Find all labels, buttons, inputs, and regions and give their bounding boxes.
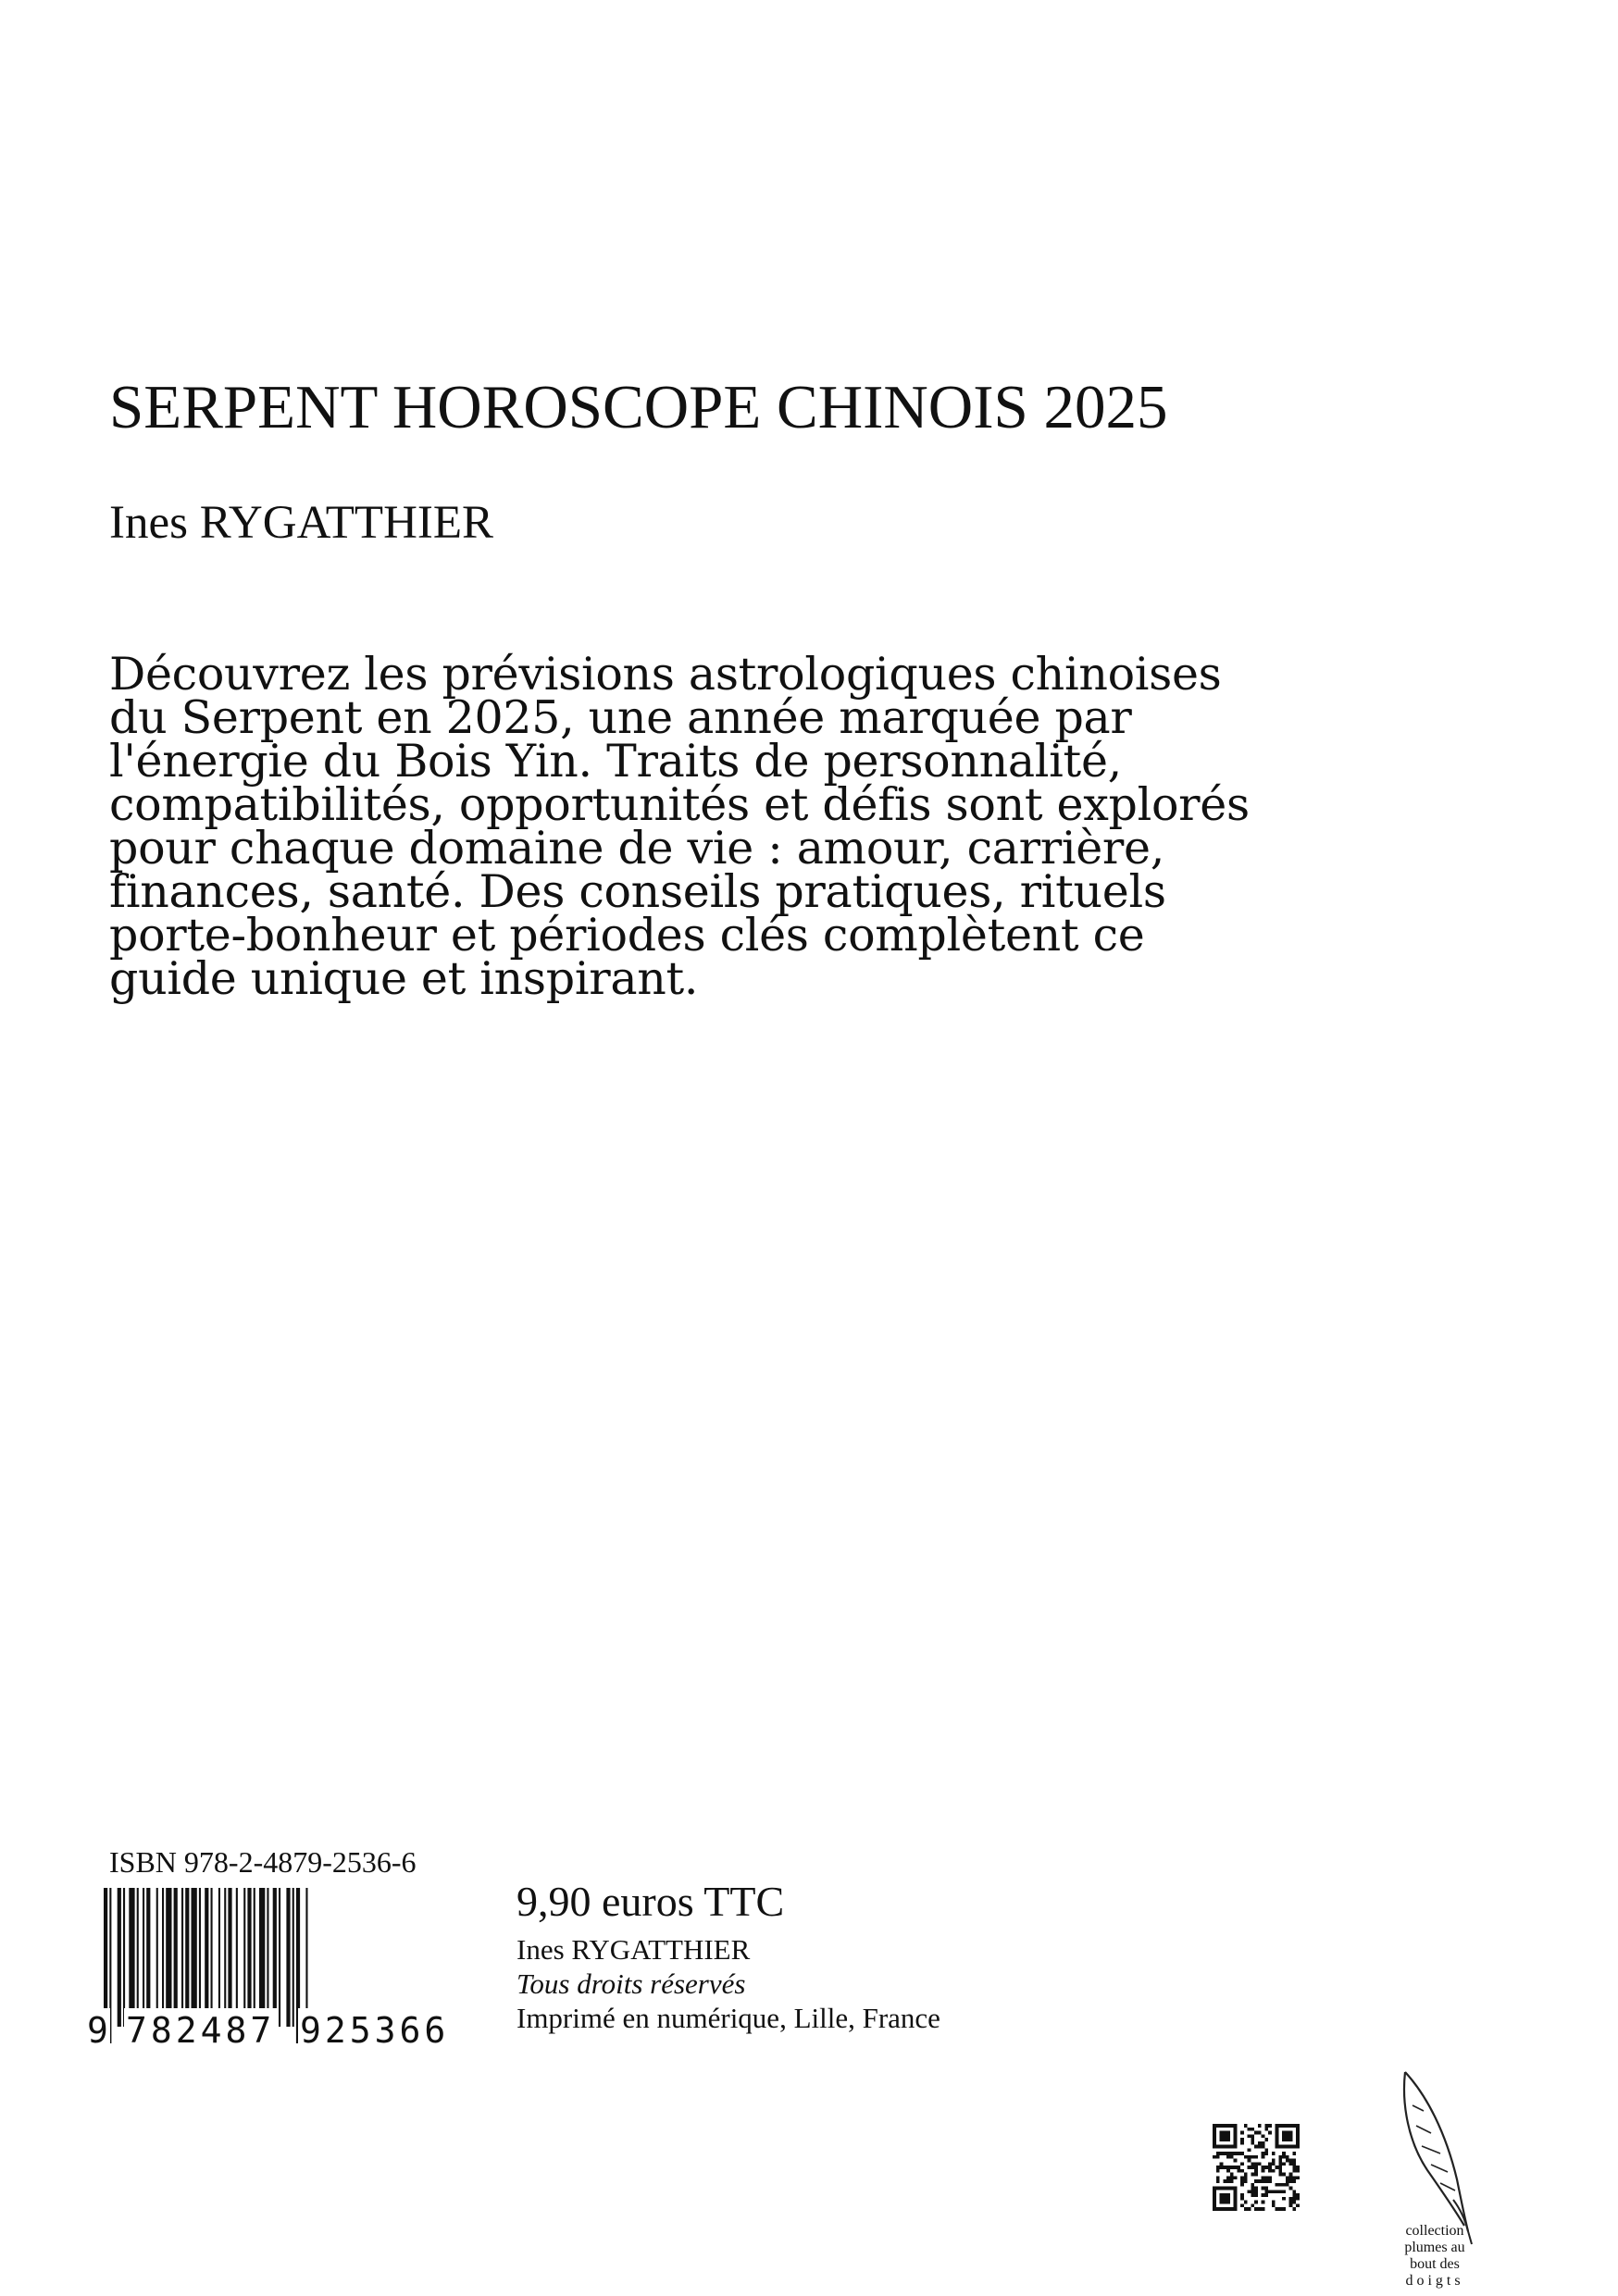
qr-module xyxy=(1276,2207,1279,2211)
qr-module xyxy=(1244,2173,1248,2177)
qr-module xyxy=(1248,2134,1251,2138)
barcode-bar xyxy=(247,1888,251,2027)
qr-module xyxy=(1248,2128,1251,2131)
qr-module xyxy=(1264,2128,1268,2131)
barcode-bar xyxy=(243,1888,245,2027)
qr-module xyxy=(1226,2179,1230,2183)
qr-module xyxy=(1251,2193,1254,2197)
barcode-bar xyxy=(166,1888,171,2027)
qr-module xyxy=(1234,2176,1238,2179)
qr-module xyxy=(1296,2169,1300,2173)
barcode-digits xyxy=(85,2008,455,2053)
qr-module xyxy=(1220,2166,1224,2169)
qr-module xyxy=(1216,2169,1220,2173)
qr-module xyxy=(1292,2190,1296,2193)
collection-line: collection xyxy=(1405,2223,1464,2239)
qr-module xyxy=(1286,2176,1289,2179)
barcode-bar xyxy=(267,1888,268,2027)
qr-module xyxy=(1292,2193,1296,2197)
qr-module xyxy=(1292,2176,1296,2179)
qr-module xyxy=(1240,2193,1244,2197)
qr-module xyxy=(1262,2169,1265,2173)
qr-module xyxy=(1264,2193,1268,2197)
barcode-bar xyxy=(224,1888,226,2027)
qr-module xyxy=(1254,2193,1258,2197)
qr-module xyxy=(1268,2179,1272,2183)
barcode-bar xyxy=(218,1888,220,2027)
imprint-printed: Imprimé en numérique, Lille, France xyxy=(517,2002,940,2034)
qr-module xyxy=(1240,2141,1244,2145)
qr-module xyxy=(1278,2166,1282,2169)
barcode-bar xyxy=(162,1888,164,2027)
qr-module xyxy=(1234,2159,1238,2163)
qr-module xyxy=(1240,2131,1244,2135)
qr-module xyxy=(1240,2162,1244,2166)
qr-module xyxy=(1278,2190,1282,2193)
barcode-digits-left: 782487 xyxy=(126,2010,276,2051)
qr-module xyxy=(1278,2169,1282,2173)
qr-module xyxy=(1282,2162,1286,2166)
collection-line: bout des xyxy=(1410,2256,1460,2272)
qr-module xyxy=(1262,2141,1265,2145)
barcode-bar xyxy=(199,1888,201,2027)
qr-module xyxy=(1244,2124,1248,2128)
qr-module xyxy=(1289,2203,1293,2207)
qr-module xyxy=(1296,2176,1300,2179)
qr-module xyxy=(1262,2134,1265,2138)
qr-module xyxy=(1264,2138,1268,2141)
qr-module xyxy=(1289,2187,1293,2191)
qr-module xyxy=(1251,2190,1254,2193)
qr-module xyxy=(1264,2187,1268,2191)
barcode-bar xyxy=(143,1888,144,2027)
qr-module xyxy=(1237,2169,1240,2173)
qr-module xyxy=(1216,2176,1220,2179)
qr-module xyxy=(1272,2152,1276,2155)
qr-module xyxy=(1240,2197,1244,2201)
qr-module xyxy=(1282,2152,1286,2155)
qr-module xyxy=(1292,2166,1296,2169)
qr-module xyxy=(1292,2201,1296,2204)
qr-module xyxy=(1272,2162,1276,2166)
qr-module xyxy=(1226,2166,1230,2169)
qr-module xyxy=(1226,2169,1230,2173)
barcode-bar xyxy=(292,1888,294,2027)
qr-module xyxy=(1278,2155,1282,2159)
qr-module xyxy=(1282,2197,1286,2201)
qr-module xyxy=(1251,2187,1254,2191)
qr-module xyxy=(1237,2152,1240,2155)
qr-module xyxy=(1216,2166,1220,2169)
qr-module xyxy=(1276,2183,1279,2187)
qr-module xyxy=(1237,2166,1240,2169)
barcode-bar xyxy=(236,1888,238,2027)
qr-module xyxy=(1282,2131,1292,2141)
qr-module xyxy=(1258,2141,1262,2145)
imprint-author: Ines RYGATTHIER xyxy=(517,1933,751,1966)
qr-module xyxy=(1254,2173,1258,2177)
qr-module xyxy=(1262,2155,1265,2159)
qr-module xyxy=(1268,2124,1272,2128)
qr-module xyxy=(1272,2190,1276,2193)
qr-module xyxy=(1262,2201,1265,2204)
qr-module xyxy=(1286,2155,1289,2159)
qr-module xyxy=(1251,2141,1254,2145)
qr-module xyxy=(1264,2179,1268,2183)
qr-module xyxy=(1216,2155,1220,2159)
barcode-bar xyxy=(156,1888,158,2027)
qr-module xyxy=(1292,2197,1296,2201)
qr-module xyxy=(1282,2173,1286,2177)
imprint-block xyxy=(517,1932,940,2035)
qr-module xyxy=(1258,2162,1262,2166)
qr-module xyxy=(1268,2162,1272,2166)
qr-module xyxy=(1262,2187,1265,2191)
barcode-bar xyxy=(146,1888,150,2027)
qr-module xyxy=(1244,2176,1248,2179)
qr-module xyxy=(1248,2159,1251,2163)
qr-module xyxy=(1258,2179,1262,2183)
qr-module xyxy=(1278,2173,1282,2177)
qr-module xyxy=(1258,2145,1262,2149)
qr-module xyxy=(1272,2159,1276,2163)
qr-module xyxy=(1296,2203,1300,2207)
qr-module xyxy=(1230,2166,1234,2169)
barcode-digits-right: 925366 xyxy=(300,2010,450,2051)
qr-module xyxy=(1278,2162,1282,2166)
qr-module xyxy=(1251,2166,1254,2169)
qr-module xyxy=(1262,2166,1265,2169)
qr-module xyxy=(1251,2134,1254,2138)
qr-module xyxy=(1254,2166,1258,2169)
qr-module xyxy=(1244,2179,1248,2183)
qr-module xyxy=(1251,2138,1254,2141)
qr-module xyxy=(1248,2207,1251,2211)
barcode-bar xyxy=(181,1888,183,2027)
book-author: Ines RYGATTHIER xyxy=(109,497,494,549)
qr-module xyxy=(1262,2207,1265,2211)
collection-line: doigts xyxy=(1405,2273,1464,2289)
qr-module xyxy=(1289,2197,1293,2201)
qr-module xyxy=(1254,2131,1258,2135)
qr-module xyxy=(1272,2169,1276,2173)
qr-module xyxy=(1230,2176,1234,2179)
qr-module xyxy=(1296,2193,1300,2197)
qr-module xyxy=(1296,2197,1300,2201)
qr-module xyxy=(1240,2152,1244,2155)
qr-module xyxy=(1289,2162,1293,2166)
qr-module xyxy=(1220,2152,1224,2155)
qr-module xyxy=(1254,2201,1258,2204)
qr-module xyxy=(1262,2193,1265,2197)
qr-module xyxy=(1282,2155,1286,2159)
qr-module xyxy=(1244,2207,1248,2211)
qr-module xyxy=(1213,2155,1216,2159)
qr-module xyxy=(1262,2179,1265,2183)
barcode-bar xyxy=(123,1888,125,2027)
qr-module xyxy=(1282,2207,1286,2211)
qr-module xyxy=(1254,2169,1258,2173)
barcode-bar xyxy=(228,1888,231,2027)
qr-module xyxy=(1292,2159,1296,2163)
barcode-bar xyxy=(254,1888,255,2027)
qr-module xyxy=(1272,2201,1276,2204)
qr-module xyxy=(1251,2155,1254,2159)
qr-module xyxy=(1282,2183,1286,2187)
qr-module xyxy=(1226,2176,1230,2179)
qr-module xyxy=(1278,2183,1282,2187)
qr-module xyxy=(1244,2155,1248,2159)
qr-module xyxy=(1230,2155,1234,2159)
qr-module xyxy=(1289,2176,1293,2179)
qr-module xyxy=(1223,2166,1226,2169)
barcode-bar xyxy=(185,1888,189,2027)
qr-module xyxy=(1230,2173,1234,2177)
qr-module xyxy=(1264,2152,1268,2155)
qr-module xyxy=(1268,2166,1272,2169)
qr-module xyxy=(1286,2159,1289,2163)
qr-module xyxy=(1282,2190,1286,2193)
qr-module xyxy=(1220,2162,1224,2166)
qr-module xyxy=(1292,2207,1296,2211)
barcode-bar xyxy=(286,1888,290,2027)
qr-module xyxy=(1240,2169,1244,2173)
qr-module xyxy=(1264,2148,1268,2152)
price: 9,90 euros TTC xyxy=(517,1878,785,1925)
qr-module xyxy=(1254,2207,1258,2211)
qr-module xyxy=(1216,2179,1220,2183)
qr-module xyxy=(1254,2187,1258,2191)
qr-module xyxy=(1251,2183,1254,2187)
qr-module xyxy=(1248,2155,1251,2159)
qr-module xyxy=(1223,2152,1226,2155)
qr-module xyxy=(1240,2183,1244,2187)
qr-module xyxy=(1226,2155,1230,2159)
collection-line: plumes au xyxy=(1404,2240,1465,2255)
qr-module xyxy=(1248,2166,1251,2169)
qr-module xyxy=(1254,2162,1258,2166)
barcode-bar xyxy=(259,1888,265,2027)
qr-module xyxy=(1226,2152,1230,2155)
qr-module xyxy=(1240,2138,1244,2141)
qr-module xyxy=(1220,2193,1230,2203)
barcode-bar xyxy=(279,1888,280,2027)
qr-module xyxy=(1292,2179,1296,2183)
qr-module xyxy=(1296,2166,1300,2169)
imprint-rights: Tous droits réservés xyxy=(517,1967,746,2000)
qr-module xyxy=(1268,2169,1272,2173)
qr-module xyxy=(1262,2152,1265,2155)
qr-module xyxy=(1254,2155,1258,2159)
qr-module xyxy=(1289,2173,1293,2177)
qr-module xyxy=(1254,2190,1258,2193)
qr-module xyxy=(1264,2124,1268,2128)
qr-module xyxy=(1234,2166,1238,2169)
qr-module xyxy=(1278,2159,1282,2163)
qr-module xyxy=(1289,2159,1293,2163)
qr-module xyxy=(1258,2207,1262,2211)
qr-module xyxy=(1292,2162,1296,2166)
book-blurb: Découvrez les prévisions astrologiques chinoises du Serpent en 2025, une année marquée par l'énergie du Bois Yin. Traits de personnalité, compatibilités, opportunités et défis sont explorés pour chaque domaine de vie : amour, carrière, finances, santé. Des conseils pratiques, rituels porte-bonheur et périodes clés complètent ce guide unique et inspirant. xyxy=(109,648,1250,1005)
qr-module xyxy=(1254,2145,1258,2149)
qr-module xyxy=(1268,2190,1272,2193)
qr-module xyxy=(1264,2166,1268,2169)
qr-module xyxy=(1230,2179,1234,2183)
barcode-bar xyxy=(118,1888,121,2027)
qr-module xyxy=(1248,2190,1251,2193)
qr-module xyxy=(1262,2145,1265,2149)
qr-module xyxy=(1272,2203,1276,2207)
qr-module xyxy=(1251,2173,1254,2177)
qr-module xyxy=(1244,2201,1248,2204)
qr-module xyxy=(1258,2131,1262,2135)
barcode-bar xyxy=(137,1888,139,2027)
qr-module xyxy=(1220,2131,1230,2141)
barcode-digit-lead: 9 xyxy=(87,2010,108,2051)
qr-module xyxy=(1268,2176,1272,2179)
barcode-bar xyxy=(273,1888,277,2027)
qr-module xyxy=(1254,2179,1258,2183)
qr-module xyxy=(1268,2131,1272,2135)
barcode-bar xyxy=(192,1888,197,2027)
qr-module xyxy=(1223,2179,1226,2183)
qr-module xyxy=(1248,2148,1251,2152)
qr-module xyxy=(1292,2169,1296,2173)
qr-module xyxy=(1286,2179,1289,2183)
collection-logo-text xyxy=(1379,2223,1490,2290)
qr-module xyxy=(1278,2207,1282,2211)
book-title: SERPENT HOROSCOPE CHINOIS 2025 xyxy=(109,373,1168,441)
qr-module xyxy=(1251,2203,1254,2207)
qr-module xyxy=(1216,2152,1220,2155)
qr-code-icon xyxy=(1213,2124,1300,2211)
qr-module xyxy=(1276,2166,1279,2169)
qr-module xyxy=(1264,2176,1268,2179)
qr-module xyxy=(1289,2179,1293,2183)
qr-module xyxy=(1240,2176,1244,2179)
qr-module xyxy=(1258,2124,1262,2128)
barcode-bar xyxy=(129,1888,134,2027)
qr-module xyxy=(1234,2152,1238,2155)
qr-module xyxy=(1286,2183,1289,2187)
isbn-label: ISBN 978-2-4879-2536-6 xyxy=(109,1845,417,1879)
qr-module xyxy=(1240,2179,1244,2183)
qr-module xyxy=(1251,2128,1254,2131)
qr-module xyxy=(1264,2190,1268,2193)
qr-module xyxy=(1240,2203,1244,2207)
qr-module xyxy=(1262,2176,1265,2179)
qr-module xyxy=(1276,2190,1279,2193)
barcode-bar xyxy=(174,1888,178,2027)
qr-module xyxy=(1251,2162,1254,2166)
qr-module xyxy=(1289,2201,1293,2204)
qr-module xyxy=(1230,2152,1234,2155)
qr-module xyxy=(1292,2152,1296,2155)
